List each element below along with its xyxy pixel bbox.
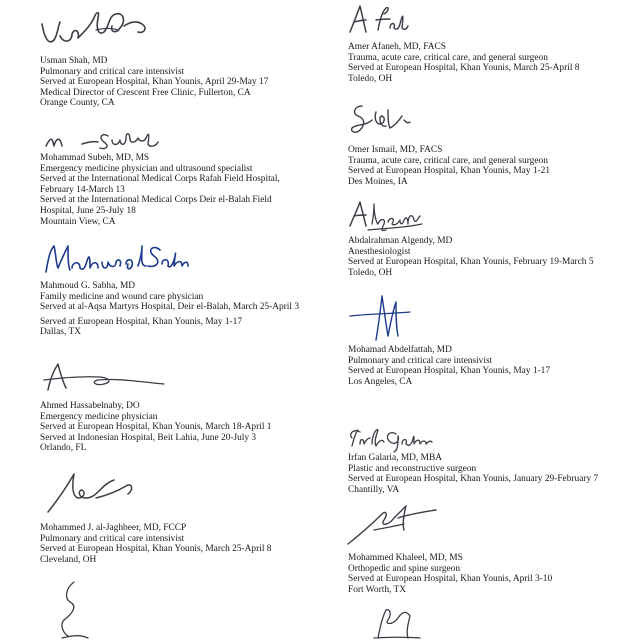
- signatory-entry: [348, 42, 633, 84]
- signature-partial-bottom-left: [52, 580, 112, 640]
- signatory-location: Dallas, TX: [40, 327, 81, 338]
- signatory-name: Mahmoud G. Sabha, MD: [40, 281, 136, 291]
- signatory-specialty: Plastic and reconstructive surgeon: [348, 463, 477, 474]
- signatory-entry: [40, 153, 325, 227]
- service-detail: Served at European Hospital, Khan Younis, January 29-February 7: [348, 474, 599, 485]
- signature-ahmed-hassabelnaby: [40, 360, 170, 396]
- signatory-name: Amer Afaneh, MD, FACS: [348, 42, 446, 52]
- service-detail: Served at European Hospital, Khan Younis, May 1-21: [348, 166, 551, 177]
- signatory-specialty: Emergency medicine physician: [40, 411, 158, 422]
- signatory-entry: [348, 145, 633, 187]
- signatory-name: Mohammad Subeh, MD, MS: [40, 153, 150, 163]
- signatory-location: Orlando, FL: [40, 443, 87, 454]
- signatory-specialty: Pulmonary and critical care intensivist: [40, 66, 185, 77]
- service-detail: Medical Director of Crescent Free Clinic, Fullerton, CA: [40, 87, 251, 98]
- signatory-specialty: Orthopedic and spine surgeon: [348, 563, 461, 574]
- signatory-name: Ahmed Hassabelnaby, DO: [40, 401, 140, 411]
- signatory-specialty: Pulmonary and critical care intensivist: [40, 533, 185, 544]
- signatory-entry: [40, 401, 325, 454]
- signatory-location: Toledo, OH: [348, 73, 393, 84]
- service-detail: Served at al-Aqsa Martyrs Hospital, Deir el-Balah, March 25-April 3: [40, 302, 300, 313]
- signatory-entry: [348, 345, 633, 387]
- signatory-specialty: Family medicine and wound care physician: [40, 291, 204, 302]
- signature-mohammad-subeh: [42, 124, 172, 154]
- service-detail: Served at the International Medical Corps Rafah Field Hospital,: [40, 174, 280, 185]
- service-detail: Served at European Hospital, Khan Younis, February 19-March 5: [348, 257, 594, 268]
- signature-mohamad-abdelfattah: [346, 290, 416, 344]
- signatory-name: Mohammed J. al-Jaghbeer, MD, FCCP: [40, 523, 187, 533]
- signature-amer-afaneh: [346, 2, 416, 38]
- signatory-location: Toledo, OH: [348, 267, 393, 278]
- signatory-entry: [348, 236, 633, 278]
- signature-partial-bottom-right: [372, 604, 422, 640]
- signatory-location: Fort Worth, TX: [348, 584, 407, 595]
- service-detail: Served at European Hospital, Khan Younis, April 29-May 17: [40, 77, 269, 88]
- signatory-specialty: Pulmonary and critical care intensivist: [348, 355, 493, 366]
- signatory-specialty: Trauma, acute care, critical care, and general surgeon: [348, 155, 548, 166]
- signatory-specialty: Emergency medicine physician and ultrasound specialist: [40, 163, 253, 174]
- signatory-location: Des Moines, IA: [348, 176, 408, 187]
- service-detail: Served at European Hospital, Khan Younis, May 1-17: [348, 366, 551, 377]
- service-detail: Hospital, June 25-July 18: [40, 205, 136, 216]
- signature-omer-ismail: [346, 100, 416, 140]
- service-detail: Served at European Hospital, Khan Younis, March 18-April 1: [40, 422, 272, 433]
- signatory-name: Abdalrahman Algendy, MD: [348, 236, 453, 246]
- service-detail: February 14-March 13: [40, 184, 125, 195]
- signatory-specialty: Trauma, acute care, critical care, and general surgeon: [348, 52, 548, 63]
- service-detail: Served at the International Medical Corps Deir el-Balah Field: [40, 195, 272, 206]
- signatory-entry: [348, 453, 633, 495]
- signatory-name: Mohammed Khaleel, MD, MS: [348, 553, 463, 563]
- signatory-name: Omer Ismail, MD, FACS: [348, 145, 443, 155]
- signature-mahmoud-sabha: [42, 240, 192, 280]
- signatory-location: Los Angeles, CA: [348, 376, 413, 387]
- service-detail: Served at Indonesian Hospital, Beit Lahia, June 20-July 3: [40, 432, 257, 443]
- signature-mohammed-al-jaghbeer: [42, 468, 142, 516]
- service-detail: Served at European Hospital, Khan Younis, March 25-April 8: [40, 544, 272, 555]
- signatory-location: Mountain View, CA: [40, 216, 116, 227]
- signatory-location: Orange County, CA: [40, 98, 115, 109]
- signature-usman-shah: [38, 6, 158, 52]
- signatory-location: Chantilly, VA: [348, 484, 400, 495]
- signatory-entry: [40, 281, 325, 338]
- signatory-entry: [40, 523, 325, 565]
- signatory-entry: [348, 553, 633, 595]
- service-detail: Served at European Hospital, Khan Younis, April 3-10: [348, 574, 553, 585]
- signatory-location: Cleveland, OH: [40, 554, 97, 565]
- signatory-entry: [40, 56, 325, 109]
- signatory-name: Irfan Galaria, MD, MBA: [348, 453, 442, 463]
- service-detail: Served at European Hospital, Khan Younis, March 25-April 8: [348, 63, 580, 74]
- service-detail: Served at European Hospital, Khan Younis, May 1-17: [40, 316, 243, 327]
- signature-mohammed-khaleel: [344, 500, 440, 548]
- signatory-name: Usman Shah, MD: [40, 56, 108, 66]
- signatory-specialty: Anesthesiologist: [348, 246, 411, 257]
- signature-abdalrahman-algendy: [346, 198, 426, 234]
- signatory-name: Mohamad Abdelfattah, MD: [348, 345, 452, 355]
- signature-irfan-galaria: [346, 424, 436, 454]
